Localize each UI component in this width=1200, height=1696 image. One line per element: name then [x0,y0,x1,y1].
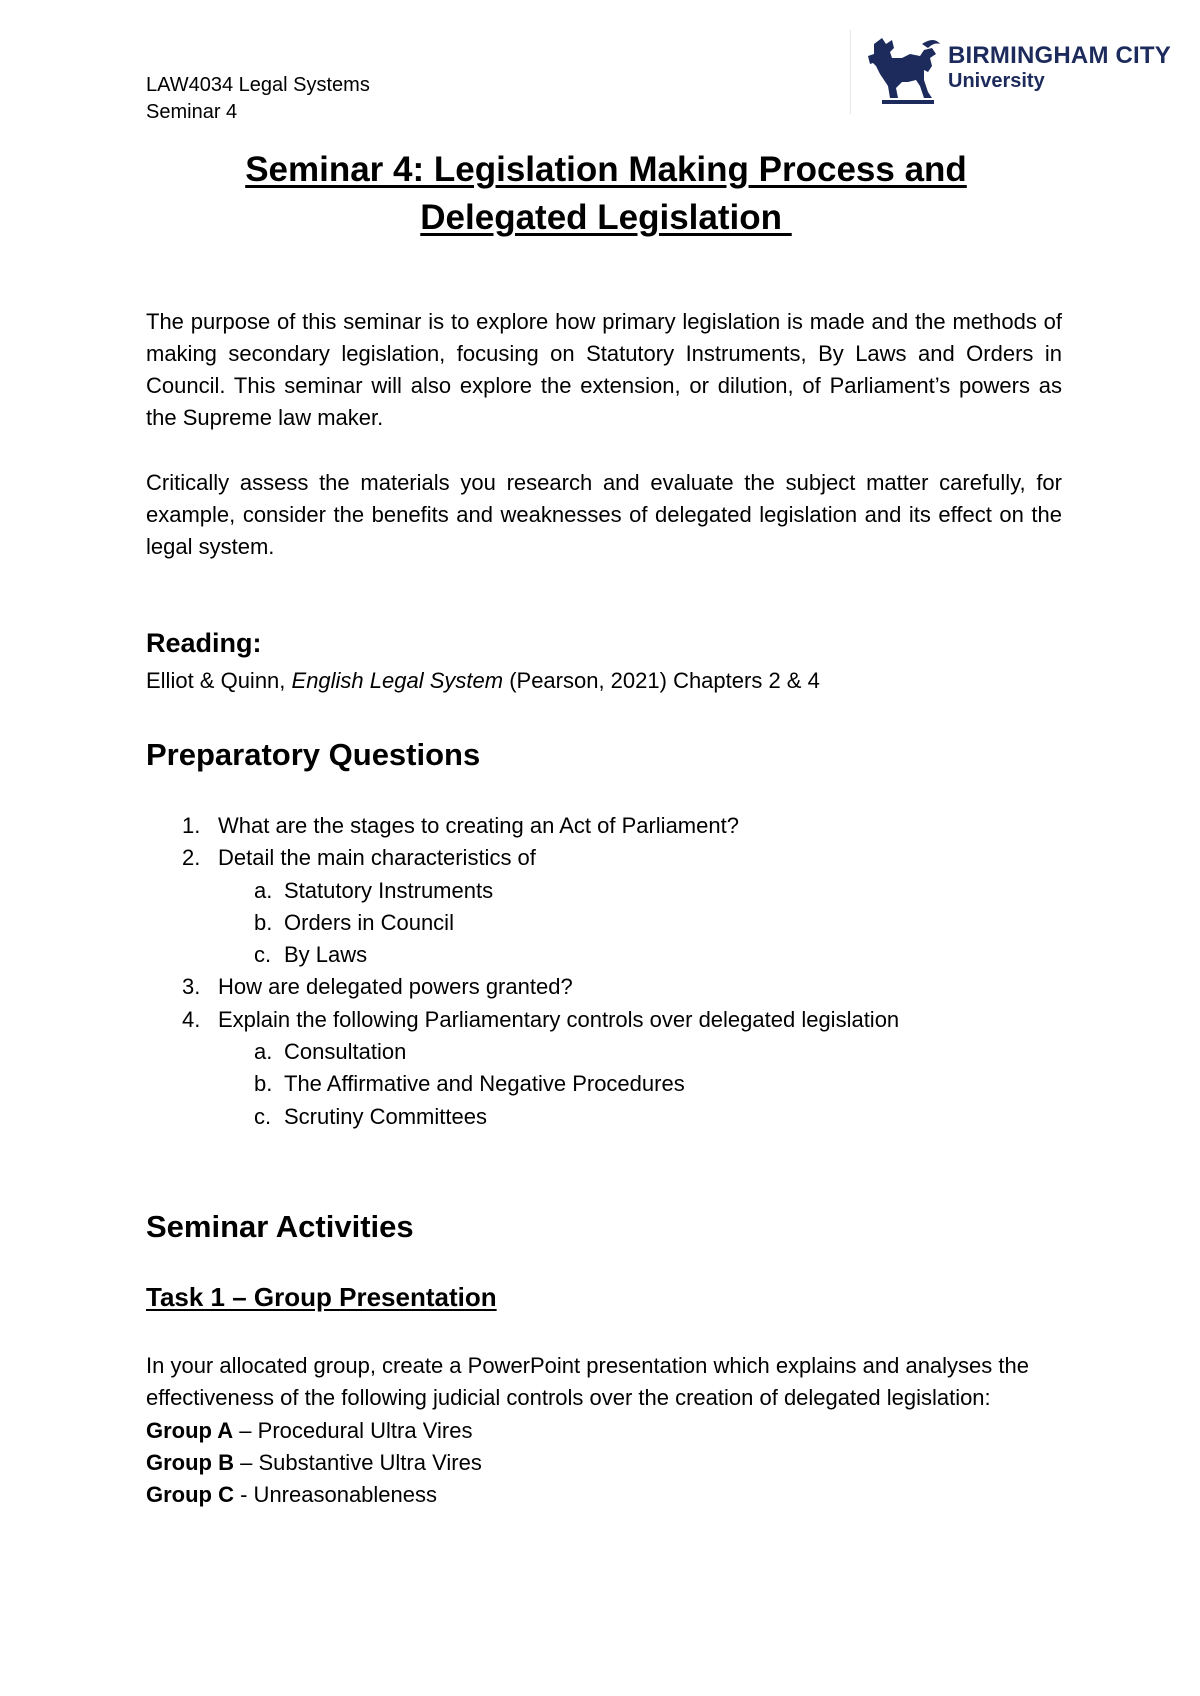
group-c-label: Group C [146,1482,234,1508]
sub-letter: c. [254,942,272,968]
question-1 [146,810,899,842]
question-text: Explain the following Parliamentary controls over delegated legislation [218,1006,900,1032]
question-3 [146,971,899,1003]
question-number: 1. [182,813,201,838]
question-2c [146,939,899,971]
question-4c [146,1101,899,1133]
intro-paragraph-1: The purpose of this seminar is to explore how primary legislation is made and the methods of making secondary legislation, focusing on Statutory Instruments, By Laws and Orders in Council. This seminar will also explore the extension, or dilution, of Parliament’s powers as the Supreme law maker. [146,309,1062,430]
running-header [146,72,370,126]
reading-heading: Reading: [146,628,262,658]
question-4a [146,1036,899,1068]
sub-text: Statutory Instruments [284,877,494,903]
sub-text: Orders in Council [284,909,454,935]
question-2b [146,907,899,939]
group-a-line [146,1415,1066,1447]
question-4 [146,1004,899,1036]
activities-heading: Seminar Activities [146,1209,414,1244]
question-number: 3. [182,974,201,1000]
group-b-label: Group B [146,1449,234,1475]
reading-author: Elliot & Quinn, [146,668,292,693]
logo-divider [850,30,851,114]
sub-letter: b. [254,909,273,935]
seminar-label: Seminar 4 [146,101,238,123]
question-2 [146,842,899,874]
question-text: What are the stages to creating an Act of Parliament? [218,813,739,838]
group-a-text: – Procedural Ultra Vires [233,1417,473,1443]
group-b-line [146,1447,1066,1479]
task-1-heading: Task 1 – Group Presentation [146,1282,497,1312]
intro-paragraph-2: Critically assess the materials you research and evaluate the subject matter carefully, for example, consider the benefits and weaknesses of delegated legislation and its effect on the legal system. [146,470,1062,559]
logo-line-2: University [948,70,1045,92]
question-number: 4. [182,1006,201,1032]
sub-letter: b. [254,1071,273,1097]
sub-text: The Affirmative and Negative Procedures [284,1071,685,1097]
question-text: How are delegated powers granted? [218,974,573,1000]
page-title [146,146,1066,242]
lion-crest-icon [862,36,942,108]
question-text: Detail the main characteristics of [218,845,536,871]
preparatory-heading: Preparatory Questions [146,737,481,772]
group-b-text: – Substantive Ultra Vires [234,1449,482,1475]
sub-text: Scrutiny Committees [284,1103,487,1129]
task-1-intro: In your allocated group, create a PowerPoint presentation which explains and analyses the effectiveness of the following judicial controls over the creation of delegated legislation: [146,1353,1029,1411]
title-line-2: Delegated Legislation [420,198,792,237]
reading-citation [146,665,820,697]
title-line-1: Seminar 4: Legislation Making Process and [245,150,967,189]
sub-letter: a. [254,877,273,903]
question-2a [146,875,899,907]
group-c-text: - Unreasonableness [234,1482,438,1508]
group-a-label: Group A [146,1417,234,1443]
sub-letter: c. [254,1103,272,1129]
sub-text: Consultation [284,1039,407,1065]
logo-line-1: BIRMINGHAM CITY [948,42,1171,69]
sub-text: By Laws [284,942,368,968]
reading-book-title: English Legal System [291,668,504,693]
course-code: LAW4034 Legal Systems [146,74,370,96]
question-number: 2. [182,845,201,871]
question-4b [146,1068,899,1100]
university-logo [862,36,1172,108]
task-1-body [146,1350,1066,1511]
group-c-line [146,1479,1066,1511]
preparatory-question-list [146,810,899,1133]
sub-letter: a. [254,1039,273,1065]
reading-details: (Pearson, 2021) Chapters 2 & 4 [503,668,820,693]
